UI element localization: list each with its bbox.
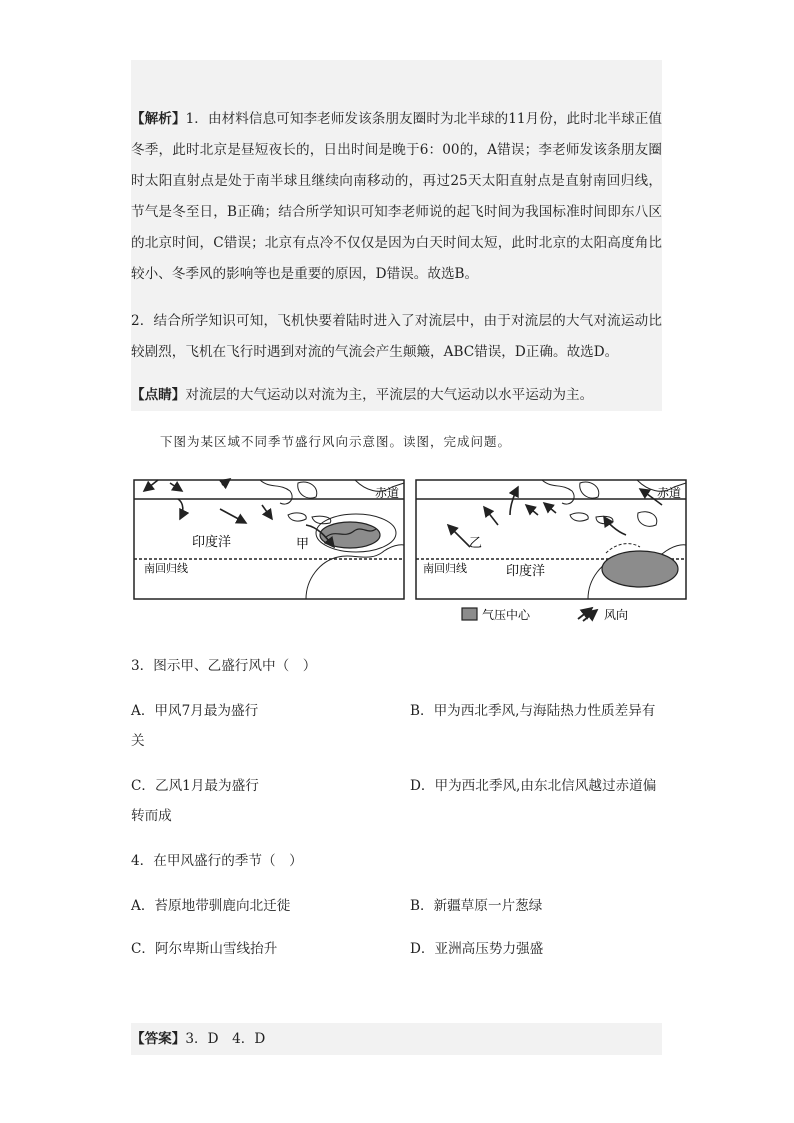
- q3-option-d: D．甲为西北季风,由东北信风越过赤道偏: [410, 778, 657, 794]
- q3-option-c: C．乙风1月最为盛行: [131, 778, 259, 794]
- q4-option-b: B．新疆草原一片葱绿: [410, 898, 543, 914]
- right-wind-label: 乙: [469, 536, 483, 551]
- left-tropic-label: 南回归线: [144, 562, 188, 575]
- q4-option-d: D．亚洲高压势力强盛: [410, 941, 544, 957]
- q3-option-b-continued: 关: [131, 733, 145, 749]
- analysis-paragraph-2: [131, 306, 662, 368]
- right-pressure-center: [602, 551, 678, 587]
- wind-map-figure: [130, 475, 690, 630]
- right-ocean-label: 印度洋: [506, 564, 546, 579]
- analysis-text-1: 1．由材料信息可知李老师发该条朋友圈时为北半球的11月份，此时北半球正值冬季，此时北京是昼短夜长的，日出时间是晚于6：00的，A错误；李老师发该条朋友圈时太阳直射点是处于南半球且继续向南移动的，再过25天太阳直射点是直射南回归线，节气是冬至日，B正确；结合所学知识可知李老师说的起飞时间为我国标准时间即东八区的北京时间，C错误；北京有点冷不仅仅是因为白天时间太短，此时北京的太阳高度角比较小、冬季风的影响等也是重要的原因，D错误。故选B。: [131, 111, 662, 282]
- wind-legend-label: 风向: [604, 608, 629, 622]
- q3-option-d-continued: 转而成: [131, 808, 172, 824]
- answer-text: 3．D 4．D: [185, 1031, 266, 1047]
- left-map: [134, 479, 404, 599]
- answer-paragraph: [131, 1024, 662, 1055]
- pressure-legend-swatch: [462, 608, 477, 620]
- left-equator-label: 赤道: [375, 486, 400, 500]
- pressure-legend-label: 气压中心: [482, 608, 531, 622]
- tip-paragraph: [131, 380, 662, 411]
- right-tropic-label: 南回归线: [423, 562, 467, 575]
- figure-caption: 下图为某区域不同季节盛行风向示意图。读图，完成问题。: [160, 434, 512, 449]
- q4-option-a: A．苔原地带驯鹿向北迁徙: [131, 898, 291, 914]
- tip-label: 【点睛】: [131, 387, 186, 403]
- q3-option-b: B．甲为西北季风,与海陆热力性质差异有: [410, 703, 656, 719]
- right-map: [416, 480, 686, 599]
- figure-legend: [416, 601, 686, 626]
- analysis-text-2: 2．结合所学知识可知，飞机快要着陆时进入了对流层中，由于对流层的大气对流运动比较剧烈，飞机在飞行时遇到对流的气流会产生颠簸，ABC错误，D正确。故选D。: [131, 313, 662, 360]
- analysis-label: 【解析】: [131, 111, 186, 127]
- left-wind-label: 甲: [296, 537, 310, 552]
- tip-text: 对流层的大气运动以对流为主，平流层的大气运动以水平运动为主。: [185, 387, 594, 403]
- right-equator-label: 赤道: [657, 486, 682, 500]
- q3-stem: 3．图示甲、乙盛行风中（ ）: [131, 658, 317, 674]
- left-ocean-label: 印度洋: [192, 535, 232, 550]
- answer-label: 【答案】: [131, 1031, 186, 1047]
- q4-option-c: C．阿尔卑斯山雪线抬升: [131, 941, 278, 957]
- analysis-paragraph-1: [131, 104, 662, 290]
- q4-stem: 4．在甲风盛行的季节（ ）: [131, 853, 303, 869]
- q3-option-a: A．甲风7月最为盛行: [131, 703, 259, 719]
